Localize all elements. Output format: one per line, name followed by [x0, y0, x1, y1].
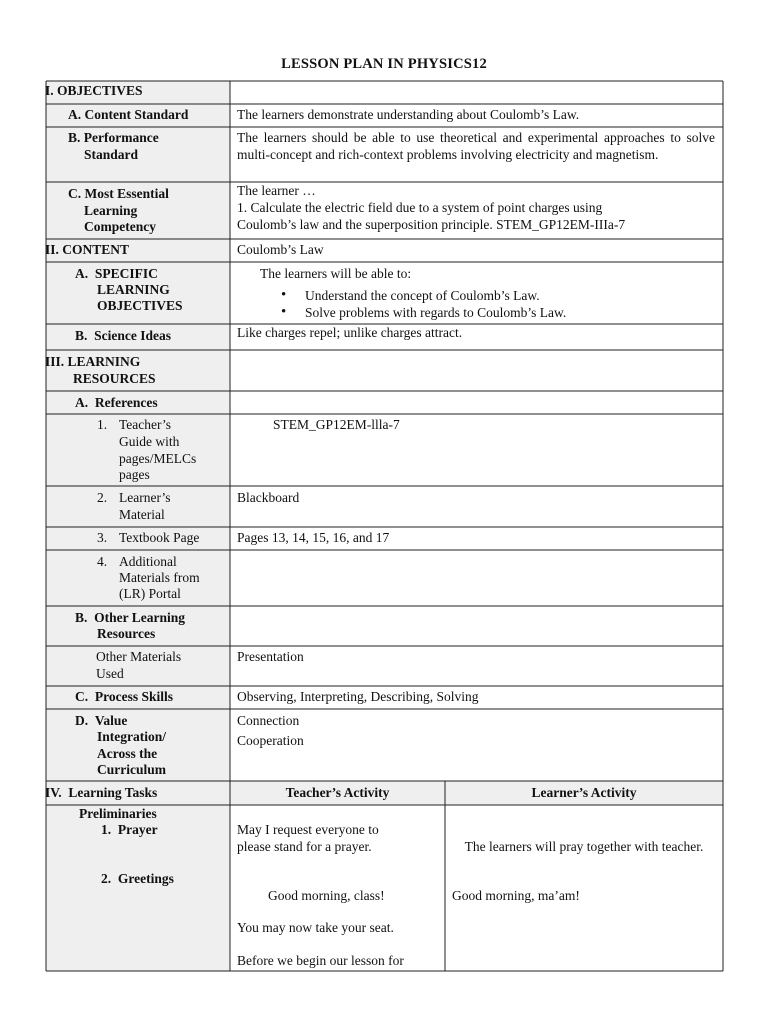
tg-number: 1.	[97, 417, 108, 432]
science-ideas-label: B. Science Ideas	[75, 328, 171, 343]
performance-standard-value: The learners should be able to use theoretical and experimental approaches to solve multi-concept and rich-context problems involving electricity and magnetism.	[237, 130, 715, 162]
science-ideas-value: Like charges repel; unlike charges attract.	[237, 325, 463, 340]
tg-label-3: pages/MELCs	[119, 451, 197, 466]
document-title: LESSON PLAN IN PHYSICS12	[281, 56, 487, 72]
list-item: • Understand the concept of Coulomb’s Law.	[255, 287, 566, 304]
content-heading: II. CONTENT	[45, 242, 130, 257]
teacher-line-2: please stand for a prayer.	[237, 839, 372, 854]
vi-label: D. Value	[75, 713, 128, 728]
performance-standard-label-2: Standard	[84, 147, 139, 162]
prayer-label: 1. Prayer	[101, 822, 158, 837]
learner-line-2: Good morning, ma’am!	[452, 888, 580, 903]
tb-label: Textbook Page	[119, 530, 200, 545]
melc-label-3: Competency	[84, 219, 156, 234]
ps-value: Observing, Interpreting, Describing, Solving	[237, 689, 479, 704]
lm-number: 2.	[97, 490, 108, 505]
melc-value-1: The learner …	[237, 183, 316, 198]
resources-heading: III. LEARNING	[45, 354, 141, 369]
teacher-line-3: Good morning, class!	[268, 888, 385, 903]
slo-intro: The learners will be able to:	[260, 266, 412, 281]
ps-label: C. Process Skills	[75, 689, 174, 704]
melc-value-3: Coulomb’s law and the superposition principle. STEM_GP12EM-IIIa-7	[237, 217, 626, 232]
performance-standard-label: B. Performance	[68, 130, 159, 145]
preliminaries-label: Preliminaries	[79, 806, 157, 821]
am-label: Additional	[119, 554, 177, 569]
tb-number: 3.	[97, 530, 108, 545]
greetings-label: 2. Greetings	[101, 871, 174, 886]
vi-label-3: Across the	[97, 746, 158, 761]
tasks-heading: IV. Learning Tasks	[45, 785, 158, 800]
teacher-activity-header: Teacher’s Activity	[285, 785, 390, 800]
vi-label-4: Curriculum	[97, 762, 166, 777]
tg-label: Teacher’s	[119, 417, 172, 432]
slo-label-2: LEARNING	[97, 282, 170, 297]
lm-label-2: Material	[119, 507, 165, 522]
objectives-heading: I. OBJECTIVES	[45, 83, 143, 98]
list-item: • Solve problems with regards to Coulomb’s Law.	[255, 304, 566, 321]
teacher-line-1: May I request everyone to	[237, 822, 379, 837]
slo-list	[255, 287, 566, 321]
teacher-line-5: Before we begin our lesson for	[237, 953, 404, 968]
am-label-2: Materials from	[119, 570, 200, 585]
am-label-3: (LR) Portal	[119, 586, 181, 601]
content-value: Coulomb’s Law	[237, 242, 324, 257]
references-label: A. References	[75, 395, 158, 410]
olr-label: B. Other Learning	[75, 610, 186, 625]
vi-label-2: Integration/	[97, 729, 166, 744]
vi-value-1: Connection	[237, 713, 300, 728]
om-value: Presentation	[237, 649, 304, 664]
teacher-line-4: You may now take your seat.	[237, 920, 394, 935]
olr-label-2: Resources	[97, 626, 156, 641]
tg-label-4: pages	[119, 467, 150, 482]
lm-label: Learner’s	[119, 490, 171, 505]
learner-activity-header: Learner’s Activity	[531, 785, 637, 800]
tg-value: STEM_GP12EM-llla-7	[273, 417, 400, 432]
slo-label: A. SPECIFIC	[75, 266, 158, 281]
melc-value-2: 1. Calculate the electric field due to a system of point charges using	[237, 200, 603, 215]
am-number: 4.	[97, 554, 108, 569]
vi-value-2: Cooperation	[237, 733, 304, 748]
om-label-2: Used	[96, 666, 124, 681]
content-standard-label: A. Content Standard	[68, 107, 189, 122]
learner-line-1: The learners will pray together with teacher.	[464, 839, 704, 854]
tg-label-2: Guide with	[119, 434, 180, 449]
content-standard-value: The learners demonstrate understanding about Coulomb’s Law.	[237, 107, 580, 122]
om-label: Other Materials	[96, 649, 182, 664]
lm-value: Blackboard	[237, 490, 300, 505]
melc-label-2: Learning	[84, 203, 138, 218]
tb-value: Pages 13, 14, 15, 16, and 17	[237, 530, 390, 545]
resources-heading-2: RESOURCES	[73, 371, 156, 386]
melc-label: C. Most Essential	[68, 186, 169, 201]
slo-label-3: OBJECTIVES	[97, 298, 183, 313]
